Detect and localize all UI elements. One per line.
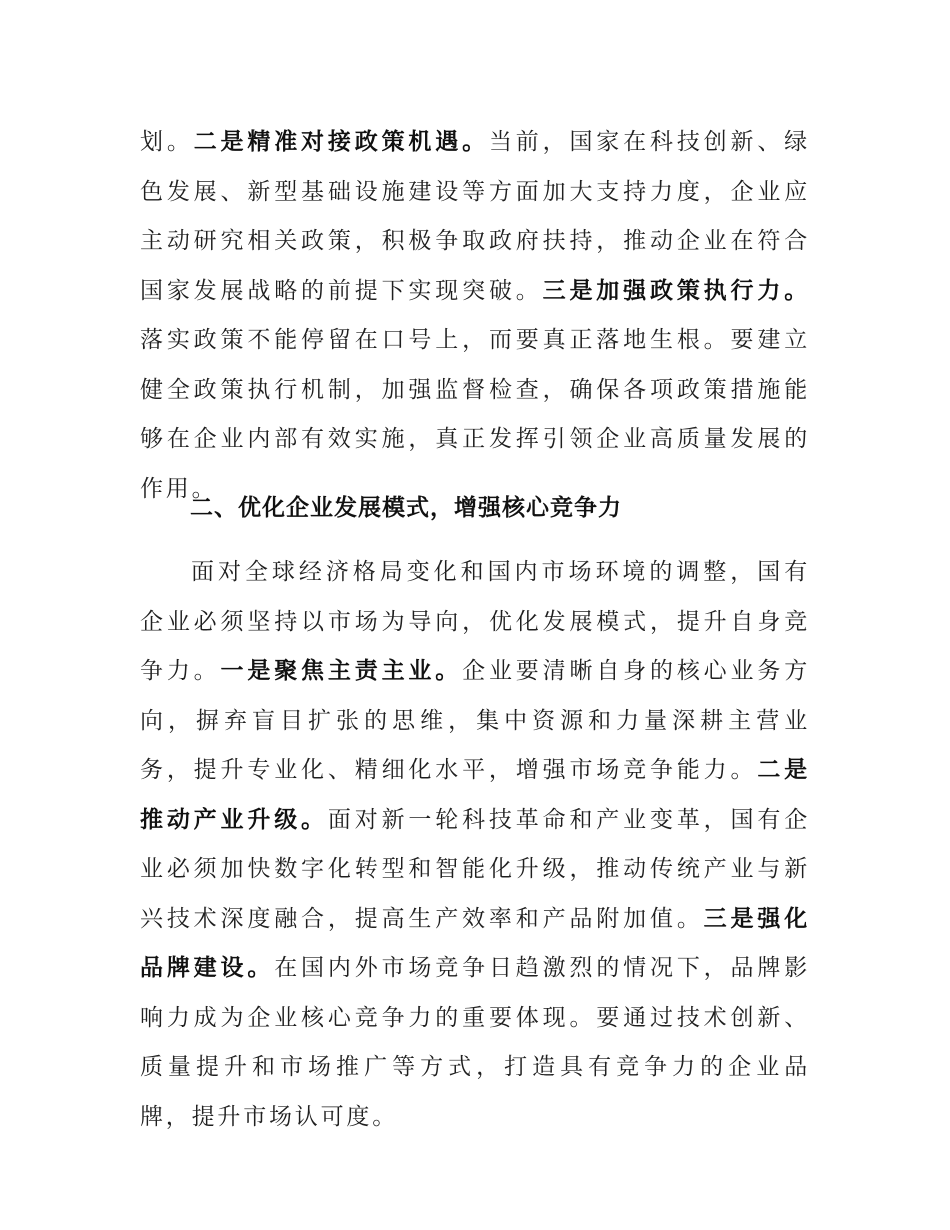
paragraph-development-model xyxy=(140,548,810,1142)
paragraph-text: 当前，国家在科技创新、绿色发展、新型基础设施建设等方面加大支持力度，企业应主动研究相关政策，积极争取政府扶持，推动企业在符合国家发展战略的前提下实现突破。 xyxy=(140,129,810,304)
section-heading: 二、优化企业发展模式，增强核心竞争力 xyxy=(190,495,622,521)
paragraph-text: 划。 xyxy=(140,129,194,155)
paragraph-policy-continued xyxy=(140,118,810,514)
paragraph-text: 企业要清晰自身的核心业务方向，摒弃盲目扩张的思维，集中资源和力量深耕主营业务，提升专业化、精细化水平，增强市场竞争能力。 xyxy=(140,658,811,783)
paragraph-text: 在国内外市场竞争日趋激烈的情况下，品牌影响力成为企业核心竞争力的重要体现。要通过技术创新、质量提升和市场推广等方式，打造具有竞争力的企业品牌，提升市场认可度。 xyxy=(140,955,811,1130)
key-point-one: 一是聚焦主责主业。 xyxy=(220,658,463,684)
key-point-two: 二是精准对接政策机遇。 xyxy=(193,129,489,155)
paragraph-text: 面对新一轮科技革命和产业变革，国有企业必须加快数字化转型和智能化升级，推动传统产业与新兴技术深度融合，提高生产效率和产品附加值。 xyxy=(140,806,810,932)
paragraph-text: 落实政策不能停留在口号上，而要真正落地生根。要建立健全政策执行机制，加强监督检查，确保各项政策措施能够在企业内部有效实施，真正发挥引领企业高质量发展的作用。 xyxy=(140,327,810,502)
key-point-three: 三是强化品牌建设。 xyxy=(140,905,810,981)
key-point-two: 二是推动产业升级。 xyxy=(140,757,810,833)
key-point-three: 三是加强政策执行力。 xyxy=(542,277,811,304)
paragraph-text: 面对全球经济格局变化和国内市场环境的调整，国有企业必须坚持以市场为导向，优化发展模式，提升自身竞争力。 xyxy=(140,559,810,684)
